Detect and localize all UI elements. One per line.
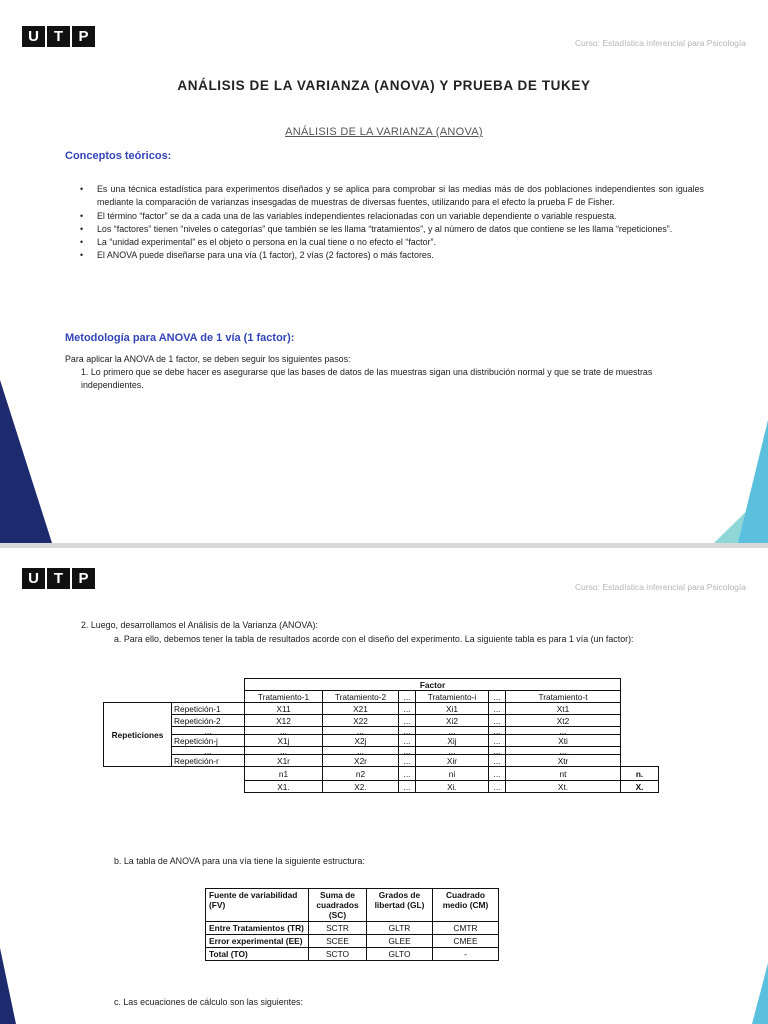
table-cell: ... <box>323 747 399 755</box>
table-cell: ... <box>245 747 323 755</box>
table-cell: SCTO <box>309 948 367 961</box>
logo-letter-u: U <box>22 26 45 47</box>
utp-logo <box>22 568 95 589</box>
step-b-paragraph: b. La tabla de ANOVA para una vía tiene la siguiente estructura: <box>114 856 365 866</box>
table-cell: Xi1 <box>416 703 489 715</box>
concepts-list <box>80 183 704 263</box>
table-cell: Xt. <box>506 781 621 793</box>
table-row <box>104 755 659 767</box>
table-header: Tratamiento-2 <box>323 691 399 703</box>
table-cell: ... <box>489 727 506 735</box>
table-header: Tratamiento-t <box>506 691 621 703</box>
table-cell: Entre Tratamientos (TR) <box>206 922 309 935</box>
table-cell: Repetición-2 <box>172 715 245 727</box>
logo-letter-t: T <box>47 568 70 589</box>
list-item: • El ANOVA puede diseñarse para una vía (1 factor), 2 vías (2 factores) o más factores. <box>80 249 704 262</box>
right-corner-decoration <box>738 963 768 1024</box>
table-header: Cuadrado medio (CM) <box>433 889 499 922</box>
table-cell: Xtr <box>506 755 621 767</box>
table-cell: GLEE <box>367 935 433 948</box>
course-label: Curso: Estadística inferencial para Psicología <box>574 582 746 592</box>
table-cell: X1j <box>245 735 323 747</box>
table-cell: ... <box>172 747 245 755</box>
table-cell: X22 <box>323 715 399 727</box>
table-header: Tratamiento-i <box>416 691 489 703</box>
table-cell: ... <box>399 735 416 747</box>
table-cell: ... <box>506 747 621 755</box>
table-row <box>104 747 659 755</box>
table-cell: Xti <box>506 735 621 747</box>
table-row <box>104 727 659 735</box>
table-cell: ... <box>489 703 506 715</box>
metodologia-heading: Metodología para ANOVA de 1 vía (1 factor): <box>65 332 295 344</box>
table-row <box>104 735 659 747</box>
table-cell: Repetición-j <box>172 735 245 747</box>
table-header: ... <box>489 691 506 703</box>
table-cell: CMTR <box>433 922 499 935</box>
table-cell: ... <box>489 767 506 781</box>
table-cell: X1. <box>245 781 323 793</box>
table-cell: ... <box>245 727 323 735</box>
table-row <box>206 935 499 948</box>
table-cell: ... <box>399 703 416 715</box>
table-cell: ... <box>399 781 416 793</box>
factor-header: Factor <box>245 679 621 691</box>
logo-letter-t: T <box>47 26 70 47</box>
factor-table <box>103 678 659 793</box>
table-cell: X2r <box>323 755 399 767</box>
table-cell: ... <box>399 747 416 755</box>
logo-letter-p: P <box>72 26 95 47</box>
table-cell: Xij <box>416 735 489 747</box>
utp-logo <box>22 26 95 47</box>
table-cell: X. <box>621 781 659 793</box>
logo-letter-u: U <box>22 568 45 589</box>
table-header: Fuente de variabilidad (FV) <box>206 889 309 922</box>
table-cell: X11 <box>245 703 323 715</box>
table-cell: ni <box>416 767 489 781</box>
course-label: Curso: Estadística inferencial para Psicología <box>574 38 746 48</box>
repeticiones-label: Repeticiones <box>104 703 172 767</box>
table-row <box>104 781 659 793</box>
table-cell: SCTR <box>309 922 367 935</box>
table-cell: ... <box>489 755 506 767</box>
logo-letter-p: P <box>72 568 95 589</box>
table-row <box>104 703 659 715</box>
table-cell: ... <box>489 735 506 747</box>
table-header: Tratamiento-1 <box>245 691 323 703</box>
list-item: • Es una técnica estadística para experimentos diseñados y se aplica para comprobar si las medias más de dos poblaciones independientes son iguales mediante la comparación de varianzas insesgadas de muestras de diversas fuentes, utilizando para el efecto la prueba F de Fisher. <box>80 183 704 210</box>
table-row <box>206 948 499 961</box>
step-2-paragraph: 2. Luego, desarrollamos el Análisis de la Varianza (ANOVA): <box>81 620 318 630</box>
table-cell: n2 <box>323 767 399 781</box>
list-item: • La “unidad experimental” es el objeto o persona en la cual tiene o no efecto el “factor”. <box>80 236 704 249</box>
table-cell: X2. <box>323 781 399 793</box>
table-header: ... <box>399 691 416 703</box>
table-cell: ... <box>399 727 416 735</box>
anova-table <box>205 888 499 961</box>
step-2a-paragraph: a. Para ello, debemos tener la tabla de resultados acorde con el diseño del experimento. La siguiente tabla es para 1 vía (un factor): <box>114 634 634 644</box>
table-cell: CMEE <box>433 935 499 948</box>
table-cell: - <box>433 948 499 961</box>
conceptos-heading: Conceptos teóricos: <box>65 150 172 162</box>
table-cell: ... <box>399 755 416 767</box>
list-item: • Los “factores” tienen “niveles o categorías” que también se les llama “tratamientos”, y al número de datos que contiene se les llama “repeticiones”. <box>80 223 704 236</box>
table-cell: ... <box>489 747 506 755</box>
table-cell: Repetición-1 <box>172 703 245 715</box>
table-header: Suma de cuadrados (SC) <box>309 889 367 922</box>
table-cell: ... <box>399 715 416 727</box>
intro-paragraph: Para aplicar la ANOVA de 1 factor, se deben seguir los siguientes pasos: <box>65 354 351 364</box>
table-cell: ... <box>489 715 506 727</box>
table-row <box>206 889 499 922</box>
table-cell: Xir <box>416 755 489 767</box>
table-row <box>104 715 659 727</box>
list-item: • El término “factor” se da a cada una de las variables independientes relacionadas con un variable dependiente o variable respuesta. <box>80 210 704 223</box>
table-cell: Repetición-r <box>172 755 245 767</box>
step-c-paragraph: c. Las ecuaciones de cálculo son las siguientes: <box>114 997 303 1007</box>
table-cell: ... <box>489 781 506 793</box>
table-cell: Xi2 <box>416 715 489 727</box>
table-cell: Total (TO) <box>206 948 309 961</box>
table-cell: n1 <box>245 767 323 781</box>
table-cell: ... <box>399 767 416 781</box>
table-cell: GLTR <box>367 922 433 935</box>
table-cell: n. <box>621 767 659 781</box>
table-cell: ... <box>416 727 489 735</box>
table-cell: Xi. <box>416 781 489 793</box>
table-cell: X21 <box>323 703 399 715</box>
left-corner-decoration <box>0 948 20 1024</box>
step-1-paragraph: 1. Lo primero que se debe hacer es asegurarse que las bases de datos de las muestras sigan una distribución normal y que se trate de muestras independientes. <box>81 367 653 390</box>
table-row <box>104 767 659 781</box>
table-cell: Error experimental (EE) <box>206 935 309 948</box>
table-cell: nt <box>506 767 621 781</box>
table-cell: X12 <box>245 715 323 727</box>
table-cell: SCEE <box>309 935 367 948</box>
left-corner-decoration <box>0 380 60 543</box>
section-title: ANÁLISIS DE LA VARIANZA (ANOVA) <box>285 126 483 138</box>
table-cell: GLTO <box>367 948 433 961</box>
page-title: ANÁLISIS DE LA VARIANZA (ANOVA) Y PRUEBA DE TUKEY <box>177 78 591 93</box>
table-header: Grados de libertad (GL) <box>367 889 433 922</box>
table-cell: ... <box>172 727 245 735</box>
table-cell: ... <box>506 727 621 735</box>
document-page-2 <box>0 548 768 1024</box>
table-cell: Xt2 <box>506 715 621 727</box>
table-cell: ... <box>323 727 399 735</box>
table-cell: X2j <box>323 735 399 747</box>
right-corner-decoration <box>658 420 768 543</box>
table-row <box>206 922 499 935</box>
table-cell: X1r <box>245 755 323 767</box>
table-cell: ... <box>416 747 489 755</box>
table-cell: Xt1 <box>506 703 621 715</box>
